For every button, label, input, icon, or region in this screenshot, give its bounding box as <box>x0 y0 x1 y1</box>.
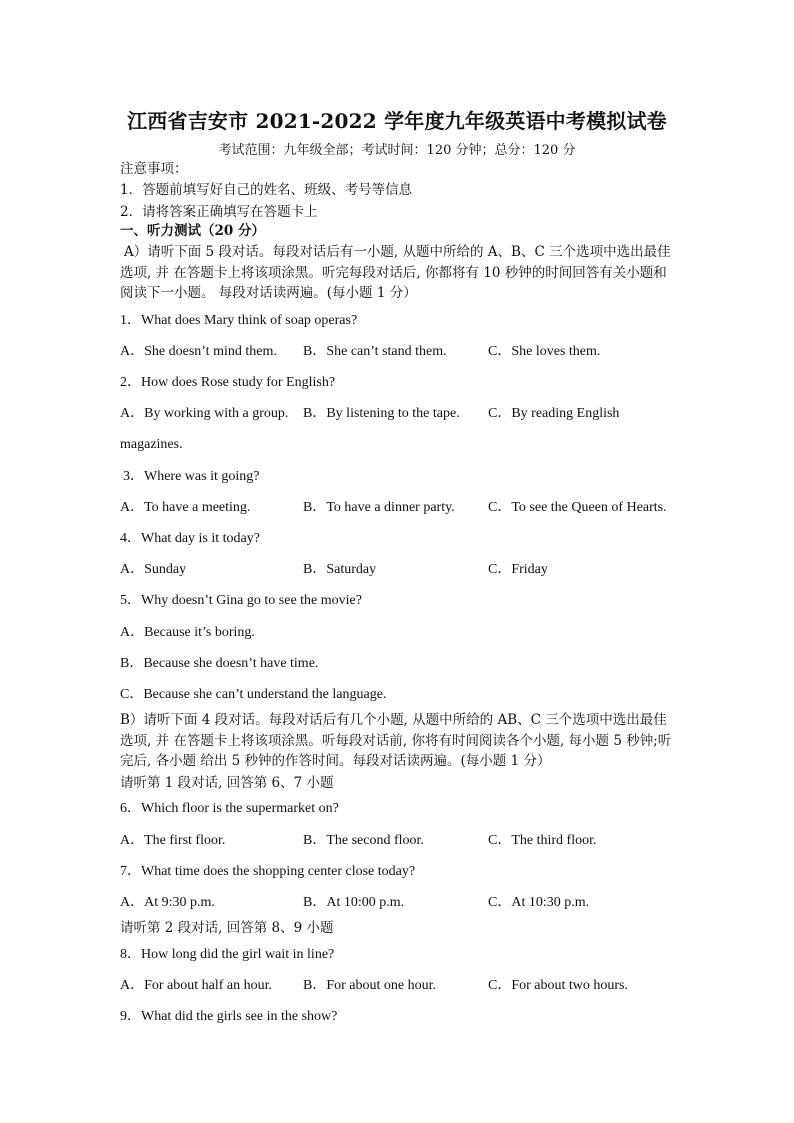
page-title: 江西省吉安市 2021-2022 学年度九年级英语中考模拟试卷 <box>127 109 667 133</box>
option-c-continued: magazines. <box>120 437 183 452</box>
option-c: C．She loves them. <box>488 344 601 359</box>
option-c: C．Friday <box>488 562 548 577</box>
question-9: 9．What did the girls see in the show? <box>120 1009 338 1024</box>
question-8: 8．How long did the girl wait in line? <box>120 947 335 962</box>
option-b: B．Saturday <box>303 562 377 577</box>
option-a: A．Sunday <box>120 562 187 577</box>
part-a-instructions: A）请听下面 5 段对话。每段对话后有一小题, 从题中所给的 A、B、C 三个选项中选出最佳选项, 并 在答题卡上将该项涂黑。听完每段对话后, 你都将有 10 秒钟的时间回答有关小题和阅读下一小题。 每段对话读两遍。(每小题 1 分） <box>120 244 671 301</box>
option-c: C．By reading English <box>488 406 620 421</box>
option-b: B．Because she doesn’t have time. <box>120 656 319 671</box>
option-c: C．For about two hours. <box>488 978 628 993</box>
option-a: A．The first floor. <box>120 833 226 848</box>
option-b: B．For about one hour. <box>303 978 436 993</box>
dialog-hint: 请听第 2 段对话, 回答第 8、9 小题 <box>120 920 334 936</box>
exam-info: 考试范围：九年级全部；考试时间：120 分钟；总分：120 分 <box>218 143 576 158</box>
note-item: 1．答题前填写好自己的姓名、班级、考号等信息 <box>120 182 413 198</box>
note-item: 2．请将答案正确填写在答题卡上 <box>120 204 318 220</box>
option-b: B．By listening to the tape. <box>303 406 460 421</box>
option-b: B．The second floor. <box>303 833 424 848</box>
dialog-hint: 请听第 1 段对话, 回答第 6、7 小题 <box>120 775 334 791</box>
question-5: 5．Why doesn’t Gina go to see the movie? <box>120 593 362 608</box>
question-1: 1．What does Mary think of soap operas? <box>120 313 358 328</box>
section-heading: 一、听力测试（20 分） <box>120 223 265 239</box>
question-6: 6．Which floor is the supermarket on? <box>120 801 339 816</box>
option-a: A．At 9:30 p.m. <box>120 895 215 910</box>
option-a: A．Because it’s boring. <box>120 625 255 640</box>
option-c: C．The third floor. <box>488 833 597 848</box>
question-4: 4．What day is it today? <box>120 531 260 546</box>
part-b-instructions: B）请听下面 4 段对话。每段对话后有几个小题, 从题中所给的 AB、C 三个选项中选出最佳选项, 并 在答题卡上将该项涂黑。听每段对话前, 你将有时间阅读各个小题, 每小题 5 秒钟;听完后, 各小题 给出 5 秒钟的作答时间。每段对话读两遍。(每小题 1 分） <box>120 712 672 769</box>
option-c: C．Because she can’t understand the language. <box>120 687 387 702</box>
notes-heading: 注意事项： <box>120 161 188 177</box>
option-a: A．By working with a group. <box>120 406 289 421</box>
option-c: C．At 10:30 p.m. <box>488 895 590 910</box>
option-b: B．To have a dinner party. <box>303 500 455 515</box>
option-b: B．At 10:00 p.m. <box>303 895 405 910</box>
option-c: C．To see the Queen of Hearts. <box>488 500 667 515</box>
question-3: 3．Where was it going? <box>123 469 260 484</box>
option-a: A．She doesn’t mind them. <box>120 344 277 359</box>
question-2: 2．How does Rose study for English? <box>120 375 336 390</box>
option-b: B．She can’t stand them. <box>303 344 447 359</box>
option-a: A．For about half an hour. <box>120 978 273 993</box>
question-7: 7．What time does the shopping center close today? <box>120 864 416 879</box>
option-a: A．To have a meeting. <box>120 500 251 515</box>
